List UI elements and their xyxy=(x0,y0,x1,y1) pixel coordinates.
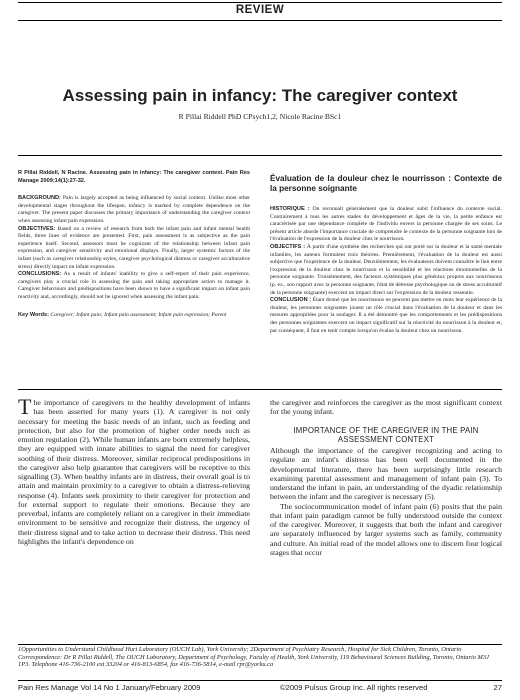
header-rule-top xyxy=(18,2,502,3)
background-text: Pain is largely accepted as being influenced by social context. Unlike most other developmental stages throughout the lifespan, infancy is marked by complete dependence on the caregiver. The present paper discusses the primary importance of understanding the caregiver context when assessing infant pain expression. xyxy=(18,195,250,224)
citation: R Pillai Riddell, N Racine. Assessing pain in infancy: The caregiver context. Pain Res Manage 2009;14(1):27-32. xyxy=(18,170,250,184)
footer-rule xyxy=(18,680,502,681)
body-paragraph: the caregiver and reinforces the caregiver as the most significant context for the young infant. xyxy=(270,398,502,417)
article-title: Assessing pain in infancy: The caregiver context xyxy=(62,86,458,105)
section-label: REVIEW xyxy=(235,4,285,16)
objectives-label: OBJECTIVES: xyxy=(18,225,56,232)
conclusions-text: As a result of infants' inability to give a self-report of their pain experience, caregivers play a crucial role in assessing the pain and taking appropriate action to manage it. Caregiver behaviours and predispositions have been shown to have a significant impact on infant pain reactivity and, accordingly, should not be ignored when assessing the infant pain. xyxy=(18,271,251,300)
page-number: 27 xyxy=(493,683,502,692)
conclusion-label: CONCLUSION : xyxy=(270,297,312,304)
objectifs-label: OBJECTIFS : xyxy=(270,243,306,250)
french-title: Évaluation de la douleur chez le nourrisson : Contexte de la personne soignante xyxy=(270,174,502,193)
correspondence: Correspondence: Dr R Pillai Riddell, The OUCH Laboratory, Department of Psychology, Faculty of Health, York University, 119 Behavioural Sciences Building, Toronto, Ontario M3J 1P3. Telephone 416-736-2100 ext 33204 or 416-813-6854, fax 416-736-5814, e-mail rpr@yorku.ca xyxy=(18,653,489,669)
body-column-left xyxy=(18,394,250,546)
article-authors: R Pillai Riddell PhD CPsych1,2, Nicole Racine BSc1 xyxy=(178,112,342,121)
conclusion-text: Étant donné que les nourrissons ne peuvent pas mettre en mots leur expérience de la douleur, les personnes soignantes jouent un rôle crucial dans l'évaluation de la douleur et dans les mesures appropriées pour la soulager. Il a été démontré que les comportements et les prédispositions des personnes soignantes exercent un impact significatif sur la réactivité du nourrisson à la douleur et, par conséquent, il faut en tenir compte lorsqu'on évalue la douleur chez un nourrisson. xyxy=(270,297,502,334)
footnote-rule xyxy=(18,644,502,645)
conclusions-label: CONCLUSIONS: xyxy=(18,271,62,278)
body-paragraph: Although the importance of the caregiver recognizing and acting to regulate an infant's distress has been well documented in the developmental literature, there has been surprisingly little research examining parental assessment and management of infant pain (3). To understand the infant in pain, an understanding of the dyadic relationship between the infant and the caregiver is necessary (5). xyxy=(270,446,502,502)
section-heading: IMPORTANCE OF THE CAREGIVER IN THE PAIN ASSESSMENT CONTEXT xyxy=(293,425,479,444)
abstract-french xyxy=(270,170,502,335)
body-column-right xyxy=(270,398,502,557)
objectifs-text: À partir d'une synthèse des recherches qui ont porté sur la douleur et la santé mentale infantiles, les auteurs formulent trois théories. Premièrement, l'évaluation de la douleur est aussi subjective que l'expérience de la douleur. Deuxièmement, les évaluateurs doivent connaître le lien entre l'expression de la douleur chez le nourrisson et la sensibilité et les réactions émotionnelles de la personne soignante. Troisièmement, des facteurs systémiques plus généraux propres aux nourrissons (p. ex., son rapport avec la personne soignante, l'état de détresse psychologique ou de stress acculturatif de la personne soignante) exercent un impact direct sur l'expression de la douleur ressentie. xyxy=(270,243,502,296)
body-paragraph: The sociocommunication model of infant pain (6) posits that the pain that infant pain paradigm cannot be fully understood outside the context of the caregiver. Moreover, it suggests that both the infant and caregiver are separately influenced by larger systems such as family, community and culture. An initial read of the model allows one to discern four logical stages that occur xyxy=(270,501,502,557)
background-label: BACKGROUND: xyxy=(18,195,61,202)
abstract-rule-top xyxy=(18,155,502,156)
historique-label: HISTORIQUE : xyxy=(270,206,310,212)
body-paragraph: he importance of caregivers to the healthy development of infants has been asserted for many years (1). A caregiver is not only necessary for meeting the basic needs of an infant, such as feeding and protection, but also for the promotion of higher order needs such as emotion regulation (2). While human infants are born extremely helpless, they are equipped with innate abilities to signal the need for caregiver soothing of their distress. Moreover, similar reciprocal predispositions in the caregiver also help guarantee that caregivers will be receptive to this signalling (3). When healthy infants are in distress, their overall goal is to attain and maintain proximity to a caregiver to obtain a distress-relieving response (4). Infants seek proximity to their caregiver for protection and for external support to regulate their emotions. Because they are preverbal, infants are completely reliant on a caregiver in their immediate environment to be sensitive and recognize their distress, the urgency of their distress signal and to take action to decrease their distress. This need highlights the infant's dependence on xyxy=(18,398,250,546)
abstract-rule-bottom xyxy=(18,389,502,390)
copyright: ©2009 Pulsus Group Inc. All rights reserved xyxy=(280,683,428,692)
affiliations: 1Opportunities to Understand Childhood Hurt Laboratory (OUCH Lab), York University; 2Department of Psychiatry Research, Hospital for Sick Children, Toronto, Ontario xyxy=(18,646,462,653)
header-rule-bottom xyxy=(18,20,502,21)
objectives-text: Based on a review of research from both the infant pain and infant mental health fields, three lines of evidence are presented. First, pain assessment is as subjective as the pain experience itself. Second, assessors must be cognizant of the relationship between infant pain expression, and caregiver sensitivity and emotional displays. Finally, larger systemic factors of the infant (such as caregiver relationship styles, caregiver psychological distress or caregiver acculturative stress) directly impact on infant expression. xyxy=(18,225,250,270)
drop-cap: T xyxy=(18,394,32,419)
journal-info: Pain Res Manage Vol 14 No 1 January/February 2009 xyxy=(18,683,201,692)
keywords-label: Key Words: xyxy=(18,311,49,318)
footnote xyxy=(18,646,502,669)
abstract-english xyxy=(18,170,250,319)
historique-text: On reconnaît généralement que la douleur subit l'influence du contexte social. Contrairement à tous les autres stades du développement et âges de la vie, la petite enfance est caractérisée par une dépendance complète de l'individu envers la personne chargée de ses soins. Le présent article aborde l'importance cruciale de comprendre le contexte de la personne soignante lors de l'évaluation de l'expression de la douleur chez le nourrisson. xyxy=(270,206,502,243)
keywords-text: Caregiver; Infant pain; Infant pain assessment; Infant pain expression; Parent xyxy=(50,311,227,318)
